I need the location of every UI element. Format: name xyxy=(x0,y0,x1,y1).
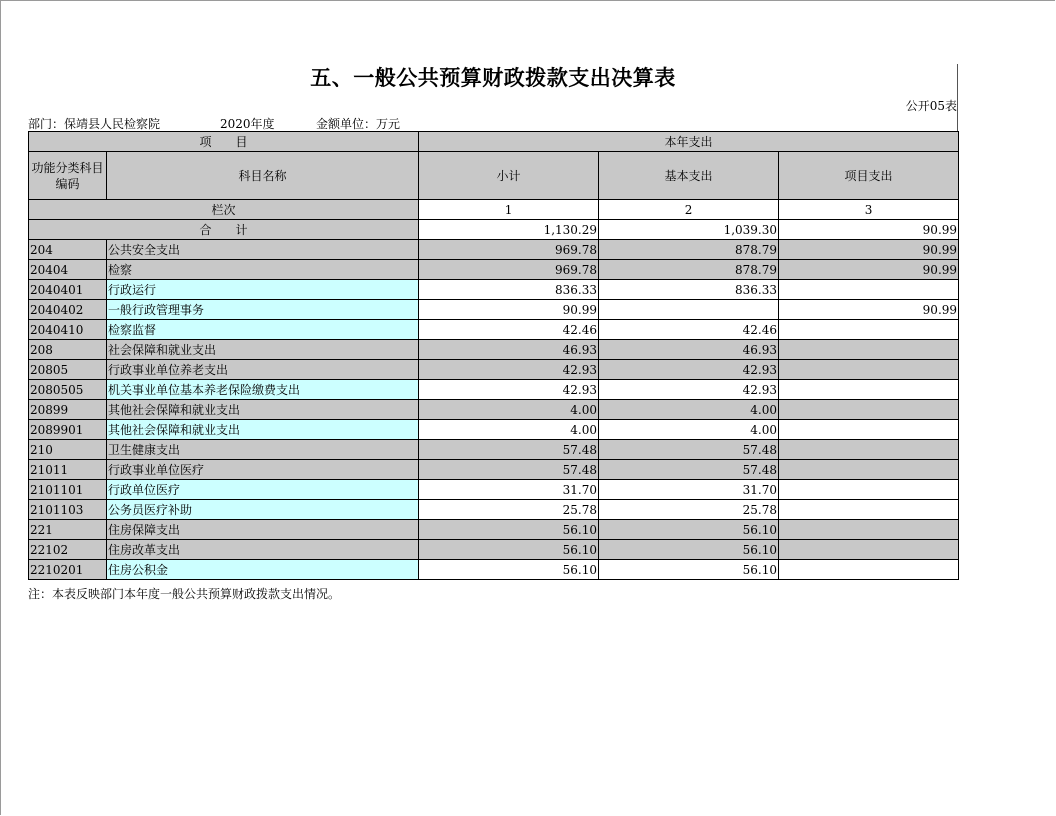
cell-basic[interactable]: 57.48 xyxy=(599,460,779,480)
cell-subtotal[interactable]: 56.10 xyxy=(419,560,599,580)
cell-basic[interactable]: 57.48 xyxy=(599,440,779,460)
table-row xyxy=(29,420,959,440)
cell-subtotal[interactable]: 42.93 xyxy=(419,380,599,400)
cell-project[interactable] xyxy=(779,420,959,440)
table-row xyxy=(29,360,959,380)
table-row xyxy=(29,460,959,480)
cell-subject-name[interactable]: 一般行政管理事务 xyxy=(107,300,419,320)
cell-code[interactable]: 2101103 xyxy=(29,500,107,520)
cell-subject-name[interactable]: 其他社会保障和就业支出 xyxy=(107,400,419,420)
cell-project[interactable] xyxy=(779,380,959,400)
cell-subtotal[interactable]: 56.10 xyxy=(419,520,599,540)
cell-subtotal[interactable]: 836.33 xyxy=(419,280,599,300)
cell-project[interactable] xyxy=(779,520,959,540)
header-row-index xyxy=(29,200,959,220)
header-column-index[interactable]: 栏次 xyxy=(29,200,419,220)
cell-subject-name[interactable]: 行政事业单位养老支出 xyxy=(107,360,419,380)
cell-basic[interactable]: 878.79 xyxy=(599,240,779,260)
cell-project[interactable] xyxy=(779,500,959,520)
cell-subtotal[interactable]: 31.70 xyxy=(419,480,599,500)
cell-subtotal[interactable]: 4.00 xyxy=(419,420,599,440)
table-row xyxy=(29,280,959,300)
table-row xyxy=(29,480,959,500)
cell-subject-name[interactable]: 住房保障支出 xyxy=(107,520,419,540)
table-row xyxy=(29,440,959,460)
total-label[interactable]: 合 计 xyxy=(29,220,419,240)
cell-subtotal[interactable]: 42.93 xyxy=(419,360,599,380)
cell-subtotal[interactable]: 90.99 xyxy=(419,300,599,320)
header-col2[interactable]: 2 xyxy=(599,200,779,220)
cell-subject-name[interactable]: 住房公积金 xyxy=(107,560,419,580)
year-label: 2020年度 xyxy=(220,117,275,131)
header-col3[interactable]: 3 xyxy=(779,200,959,220)
cell-basic[interactable] xyxy=(599,300,779,320)
cell-basic[interactable]: 4.00 xyxy=(599,420,779,440)
cell-project[interactable] xyxy=(779,320,959,340)
cell-code[interactable]: 204 xyxy=(29,240,107,260)
table-row xyxy=(29,500,959,520)
cell-basic[interactable]: 56.10 xyxy=(599,560,779,580)
cell-code[interactable]: 210 xyxy=(29,440,107,460)
department-label: 部门：保靖县人民检察院 xyxy=(28,117,161,131)
cell-subject-name[interactable]: 机关事业单位基本养老保险缴费支出 xyxy=(107,380,419,400)
cell-project[interactable]: 90.99 xyxy=(779,260,959,280)
table-row xyxy=(29,340,959,360)
cell-code[interactable]: 2040401 xyxy=(29,280,107,300)
report-title: 五、一般公共预算财政拨款支出决算表 xyxy=(310,65,676,90)
cell-basic[interactable]: 878.79 xyxy=(599,260,779,280)
cell-subject-name[interactable]: 行政事业单位医疗 xyxy=(107,460,419,480)
total-row xyxy=(29,220,959,240)
cell-subtotal[interactable]: 46.93 xyxy=(419,340,599,360)
table-row xyxy=(29,540,959,560)
cell-project[interactable] xyxy=(779,440,959,460)
cell-subtotal[interactable]: 57.48 xyxy=(419,460,599,480)
cell-subject-name[interactable]: 公务员医疗补助 xyxy=(107,500,419,520)
header-row-1 xyxy=(29,132,959,152)
expenditure-table xyxy=(28,131,959,580)
cell-subject-name[interactable]: 检察监督 xyxy=(107,320,419,340)
header-subject-name[interactable]: 科目名称 xyxy=(107,152,419,200)
cell-project[interactable] xyxy=(779,400,959,420)
cell-code[interactable]: 2040402 xyxy=(29,300,107,320)
cell-code[interactable]: 2101101 xyxy=(29,480,107,500)
cell-code[interactable]: 2080505 xyxy=(29,380,107,400)
cell-basic[interactable]: 31.70 xyxy=(599,480,779,500)
table-row xyxy=(29,300,959,320)
cell-code[interactable]: 22102 xyxy=(29,540,107,560)
cell-subtotal[interactable]: 969.78 xyxy=(419,260,599,280)
cell-project[interactable] xyxy=(779,280,959,300)
table-row xyxy=(29,320,959,340)
total-subtotal[interactable]: 1,130.29 xyxy=(419,220,599,240)
cell-code[interactable]: 221 xyxy=(29,520,107,540)
cell-project[interactable] xyxy=(779,460,959,480)
cell-subject-name[interactable]: 行政单位医疗 xyxy=(107,480,419,500)
cell-basic[interactable]: 46.93 xyxy=(599,340,779,360)
cell-project[interactable] xyxy=(779,480,959,500)
header-row-2 xyxy=(29,152,959,200)
cell-subtotal[interactable]: 57.48 xyxy=(419,440,599,460)
cell-project[interactable] xyxy=(779,340,959,360)
cell-basic[interactable]: 4.00 xyxy=(599,400,779,420)
cell-basic[interactable]: 42.46 xyxy=(599,320,779,340)
cell-subject-name[interactable]: 社会保障和就业支出 xyxy=(107,340,419,360)
cell-subject-name[interactable]: 住房改革支出 xyxy=(107,540,419,560)
header-item[interactable]: 项 目 xyxy=(29,132,419,152)
table-row xyxy=(29,380,959,400)
cell-subject-name[interactable]: 检察 xyxy=(107,260,419,280)
cell-subtotal[interactable]: 42.46 xyxy=(419,320,599,340)
cell-code[interactable]: 2040410 xyxy=(29,320,107,340)
unit-label: 金额单位：万元 xyxy=(316,117,401,131)
cell-project[interactable]: 90.99 xyxy=(779,300,959,320)
total-basic[interactable]: 1,039.30 xyxy=(599,220,779,240)
cell-project[interactable] xyxy=(779,540,959,560)
cell-subject-name[interactable]: 行政运行 xyxy=(107,280,419,300)
cell-basic[interactable]: 42.93 xyxy=(599,380,779,400)
cell-code[interactable]: 20404 xyxy=(29,260,107,280)
cell-code[interactable]: 2210201 xyxy=(29,560,107,580)
cell-code[interactable]: 21011 xyxy=(29,460,107,480)
cell-subject-name[interactable]: 公共安全支出 xyxy=(107,240,419,260)
cell-basic[interactable]: 56.10 xyxy=(599,520,779,540)
cell-basic[interactable]: 42.93 xyxy=(599,360,779,380)
cell-code[interactable]: 208 xyxy=(29,340,107,360)
table-row xyxy=(29,520,959,540)
cell-subtotal[interactable]: 56.10 xyxy=(419,540,599,560)
header-subtotal[interactable]: 小计 xyxy=(419,152,599,200)
cell-basic[interactable]: 56.10 xyxy=(599,540,779,560)
cell-subtotal[interactable]: 25.78 xyxy=(419,500,599,520)
cell-basic[interactable]: 25.78 xyxy=(599,500,779,520)
header-current-year[interactable]: 本年支出 xyxy=(419,132,959,152)
cell-project[interactable] xyxy=(779,560,959,580)
cell-code[interactable]: 20805 xyxy=(29,360,107,380)
table-row xyxy=(29,560,959,580)
header-project[interactable]: 项目支出 xyxy=(779,152,959,200)
cell-code[interactable]: 2089901 xyxy=(29,420,107,440)
form-number: 公开05表 xyxy=(905,99,957,113)
cell-code[interactable]: 20899 xyxy=(29,400,107,420)
header-func-code[interactable]: 功能分类科目编码 xyxy=(29,152,107,200)
table-row xyxy=(29,240,959,260)
cell-subtotal[interactable]: 969.78 xyxy=(419,240,599,260)
header-basic[interactable]: 基本支出 xyxy=(599,152,779,200)
cell-subtotal[interactable]: 4.00 xyxy=(419,400,599,420)
cell-project[interactable] xyxy=(779,360,959,380)
cell-project[interactable]: 90.99 xyxy=(779,240,959,260)
table-row xyxy=(29,260,959,280)
cell-basic[interactable]: 836.33 xyxy=(599,280,779,300)
footnote: 注：本表反映部门本年度一般公共预算财政拨款支出情况。 xyxy=(28,587,341,601)
cell-subject-name[interactable]: 其他社会保障和就业支出 xyxy=(107,420,419,440)
total-project[interactable]: 90.99 xyxy=(779,220,959,240)
cell-subject-name[interactable]: 卫生健康支出 xyxy=(107,440,419,460)
header-col1[interactable]: 1 xyxy=(419,200,599,220)
table-row xyxy=(29,400,959,420)
